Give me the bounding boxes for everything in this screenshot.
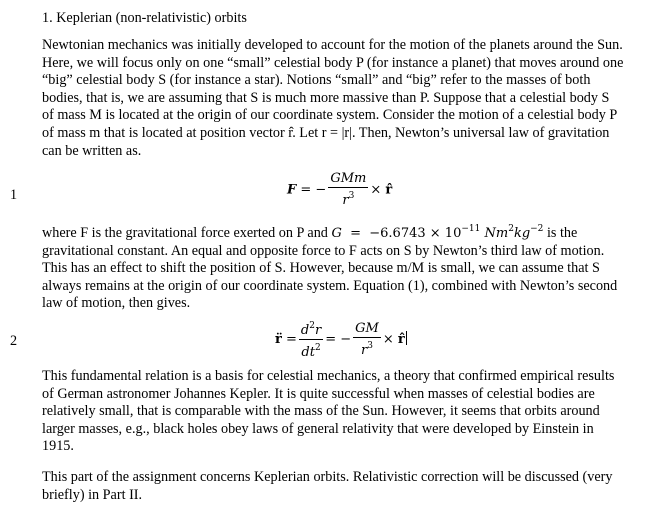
gconst-exponent: −11 — [461, 224, 481, 234]
eq2-denominator-base: r — [361, 342, 368, 358]
paragraph-gravitational-constant — [42, 221, 642, 313]
eq1-times: × — [370, 182, 382, 198]
section-heading: 1. Keplerian (non-relativistic) orbits — [42, 10, 247, 26]
eq2-minus: − — [340, 332, 352, 347]
text-line: “big” celestial body S (for instance a star). Notions “small” and “big” refer to the masses of both — [42, 72, 591, 89]
gconst-symbol: G — [331, 226, 342, 241]
eq2-dt: dt — [301, 345, 315, 360]
eq2-equals-1: = — [286, 332, 297, 347]
text-line: This fundamental relation is a basis for celestial mechanics, a theory that confirmed empirical results — [42, 368, 615, 384]
text-line: of mass m that is located at position vector r̂. Let r = |r|. Then, Newton’s universal law of gravitation — [42, 124, 610, 141]
eq2-d-var: r — [314, 323, 322, 338]
eq2-dt-exp: 2 — [314, 343, 321, 353]
eq2-d-exp: 2 — [309, 321, 315, 331]
eq2-rhat: r̂ — [397, 332, 405, 347]
paragraph-assignment-scope — [42, 469, 642, 504]
eq2-fraction — [353, 321, 381, 359]
text-line: of mass M is located at the origin of our coordinate system. Consider the motion of a celestial body P — [42, 107, 618, 124]
text-line: bodies, that is, we are assuming that S is much more massive than P. Suppose that a celestial body S — [42, 89, 610, 106]
text-line: This part of the assignment concerns Keplerian orbits. Relativistic correction will be discussed (very — [42, 469, 613, 485]
gconst-units-b-exp: −2 — [530, 224, 544, 234]
gconst-units-a: Nm — [484, 226, 509, 241]
eq2-derivative-denominator — [299, 340, 323, 361]
text-line: relatively small, that is comparable with the mass of the Sun. However, it seems that orbits around — [42, 403, 600, 420]
equation-number-2: 2 — [10, 333, 18, 349]
text-cursor[interactable] — [406, 331, 407, 345]
eq1-numerator: GMm — [330, 171, 367, 186]
eq2-equals-2: = — [325, 332, 337, 347]
text-line: Here, we will focus only on one “small” celestial body P (for instance a planet) that moves around one — [42, 54, 624, 71]
equation-2 — [275, 318, 407, 361]
eq1-minus: − — [315, 182, 327, 198]
text-line: briefly) in Part II. — [42, 486, 143, 503]
paragraph-intro — [42, 37, 642, 160]
eq2-derivative-fraction — [299, 318, 323, 361]
text-line: Newtonian mechanics was initially developed to account for the motion of the planets around the Sun. — [42, 37, 623, 53]
text-line: law of motion, then gives. — [42, 295, 191, 312]
eq2-numerator: GM — [355, 320, 379, 336]
eq2-lhs: r̈ — [275, 332, 282, 347]
gconst-value: −6.6743 × 10 — [369, 226, 462, 241]
eq1-denominator-exp: 3 — [348, 191, 355, 201]
text-line: This has an effect to shift the position of S. However, because m/M is small, we can assume that S — [42, 260, 600, 277]
equation-number-1: 1 — [10, 187, 18, 203]
text-segment: where F is the gravitational force exerted on P and — [42, 225, 328, 241]
eq1-denominator — [328, 188, 368, 209]
eq2-d: d — [300, 323, 310, 338]
eq2-derivative-numerator — [299, 318, 323, 340]
gconst-units-b: kg — [513, 226, 531, 241]
gconst-equals: = — [350, 226, 361, 241]
eq1-lhs: F — [287, 182, 297, 198]
text-segment: is the — [546, 225, 578, 241]
paragraph-celestial-mechanics — [42, 368, 642, 456]
eq2-denominator-exp: 3 — [367, 340, 373, 351]
eq1-rhat: r̂ — [385, 182, 393, 198]
eq1-fraction — [328, 171, 368, 209]
text-line: always remains at the origin of our coordinate system. Equation (1), combined with Newton’s second — [42, 277, 618, 294]
text-line-with-constant — [42, 221, 642, 243]
eq2-denominator — [353, 338, 381, 359]
eq1-equals: = — [300, 182, 312, 198]
eq2-times: × — [382, 332, 394, 347]
equation-1 — [287, 171, 392, 209]
text-line: can be written as. — [42, 142, 142, 159]
gconst-expression — [331, 226, 543, 241]
gconst-units-a-exp: 2 — [508, 224, 514, 234]
text-line: larger masses, e.g., black holes obey laws of general relativity that were developed by Einstein in — [42, 420, 594, 437]
eq1-denominator-base: r — [342, 193, 349, 208]
text-line: gravitational constant. An equal and opposite force to F acts on S by Newton’s third law of motion. — [42, 242, 605, 259]
text-line: of German astronomer Johannes Kepler. It is quite successful when masses of celestial bodies are — [42, 385, 595, 402]
text-line: 1915. — [42, 438, 74, 455]
